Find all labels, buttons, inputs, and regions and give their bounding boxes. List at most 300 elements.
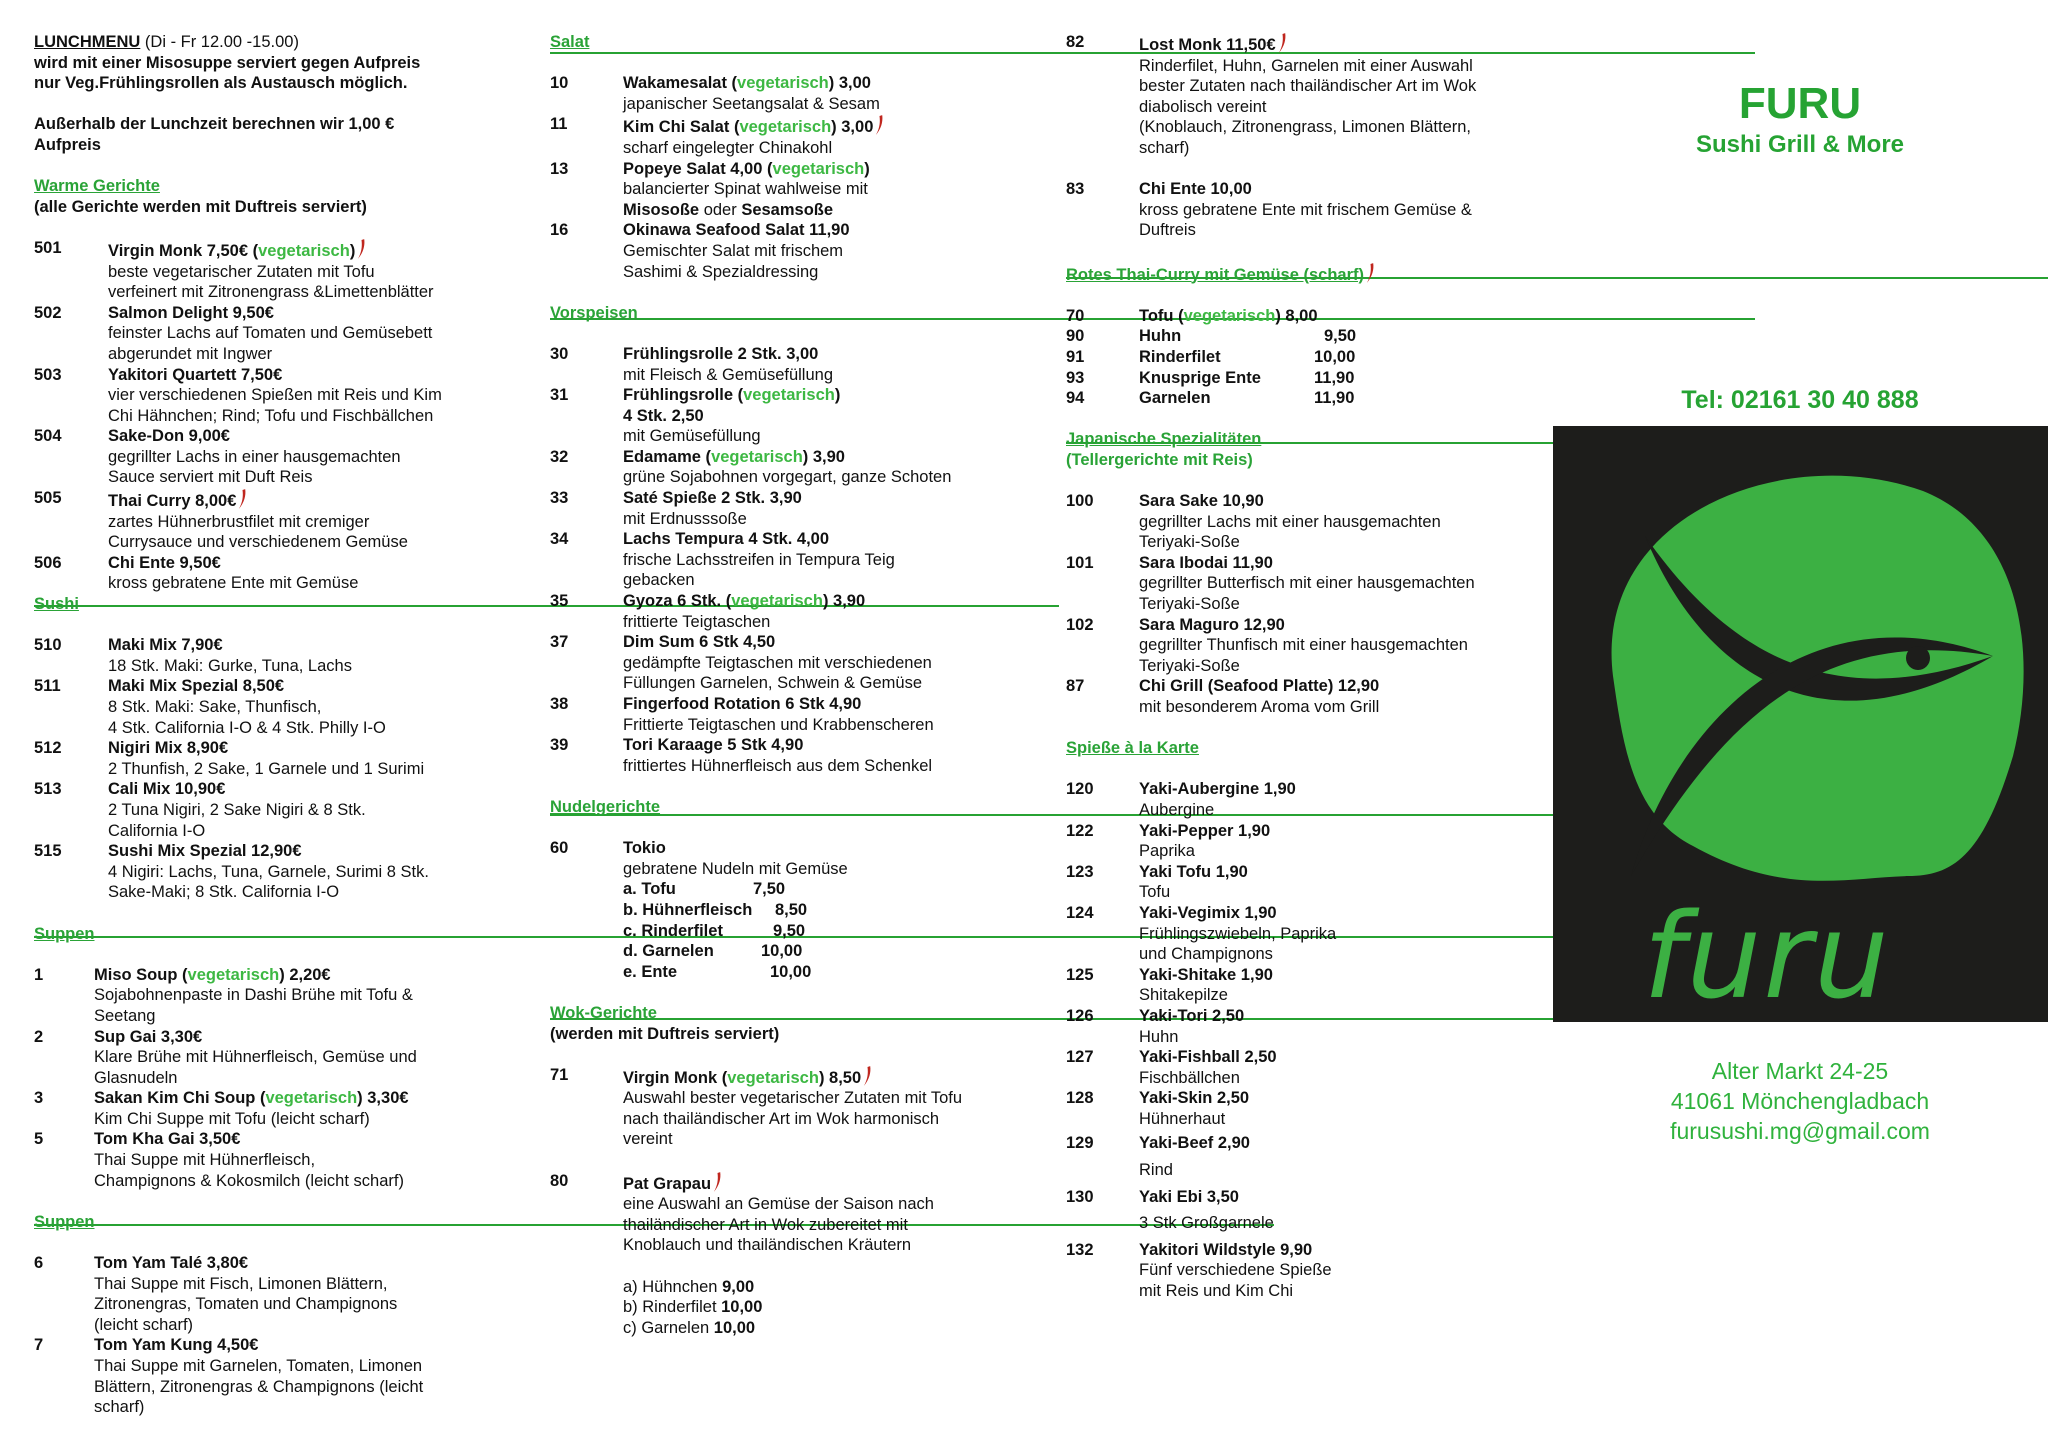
menu-item: 501 Virgin Monk 7,50€ (vegetarisch) beste vegetarischer Zutaten mit Tofu verfeinert mit Zitronengrass &Limettenblätter [34, 238, 504, 303]
item-title: Chi Ente 10,00 [1139, 180, 1252, 199]
item-description: gegrillter Lachs mit einer hausgemachten [1139, 512, 1441, 531]
option-price: 10,00 [713, 1318, 756, 1337]
item-title: Saté Spieße 2 Stk. 3,90 [623, 489, 802, 508]
item-description: Sake-Maki; 8 Stk. California I-O [108, 883, 340, 902]
item-title: Sara Sake 10,90 [1139, 492, 1264, 511]
item-description: California I-O [108, 821, 206, 840]
item-number: 13 [550, 159, 569, 178]
item-title: Yakitori Wildstyle 9,90 [1139, 1240, 1313, 1259]
item-title: Yaki Ebi 3,50 [1139, 1187, 1239, 1206]
option-name: c) Garnelen [623, 1318, 714, 1337]
menu-item [550, 735, 1030, 776]
section-heading-text: Rotes Thai-Curry mit Gemüse (scharf) [1066, 265, 1364, 284]
item-description: gebacken [623, 571, 695, 590]
item-description: Rind [1139, 1161, 1173, 1180]
item-title: Tom Yam Kung 4,50€ [94, 1336, 259, 1355]
item-title: Huhn [1139, 327, 1182, 346]
menu-item [34, 676, 504, 738]
item-description: Hühnerhaut [1139, 1109, 1226, 1128]
item-number: 102 [1066, 615, 1094, 634]
item-title: Frühlingsrolle [623, 386, 734, 405]
curry-row [1066, 326, 1546, 347]
item-title: Lachs Tempura 4 Stk. 4,00 [623, 530, 830, 549]
item-description: Seetang [94, 1006, 156, 1025]
item-description: Duftreis [1139, 221, 1196, 240]
item-title: Sara Ibodai 11,90 [1139, 553, 1273, 572]
item-description: gedämpfte Teigtaschen mit verschiedenen [623, 653, 932, 672]
item-description: vereint [623, 1130, 673, 1149]
email-link[interactable]: furusushi.mg@gmail.com [1670, 1118, 1930, 1144]
section-heading-suppen: Suppen [34, 924, 95, 943]
menu-item [550, 488, 1030, 529]
item-description: mit Erdnusssoße [623, 509, 747, 528]
item-title: Popeye Salat 4,00 [623, 159, 763, 178]
lunch-heading: LUNCHMENU [34, 33, 141, 51]
menu-item [34, 303, 504, 365]
item-number: 37 [550, 633, 569, 652]
item-title: Chi Grill (Seafood Platte) 12,90 [1139, 677, 1380, 696]
section-heading-curry [1066, 262, 1546, 286]
item-number: 504 [34, 427, 62, 446]
item-description: Sauce serviert mit Duft Reis [108, 468, 313, 487]
menu-item: 11 Kim Chi Salat (vegetarisch) 3,00 scharf eingelegter Chinakohl [550, 114, 1030, 158]
item-number: 71 [550, 1065, 569, 1084]
item-description: eine Auswahl an Gemüse der Saison nach [623, 1195, 934, 1214]
menu-item [34, 553, 504, 594]
item-description: Huhn [1139, 1027, 1179, 1046]
menu-item [34, 1027, 504, 1089]
item-number: 506 [34, 553, 62, 572]
chili-pepper-icon [1366, 262, 1375, 284]
item-description: gegrillter Lachs in einer hausgemachten [108, 447, 401, 466]
menu-item [1066, 1047, 1546, 1088]
item-price: 2,20€ [284, 965, 331, 984]
item-description: japanischer Seetangsalat & Sesam [623, 94, 880, 113]
phone-number[interactable]: Tel: 02161 30 40 888 [1681, 386, 1919, 414]
item-description: scharf eingelegter Chinakohl [623, 138, 833, 157]
item-number: 33 [550, 489, 569, 508]
lunch-surcharge: Außerhalb der Lunchzeit berechnen wir 1,00 € [34, 115, 395, 134]
item-number: 1 [34, 965, 44, 984]
item-title: Sushi Mix Spezial 12,90€ [108, 842, 302, 861]
brand-name: FURU [1738, 79, 1862, 128]
veg-label: vegetarisch [731, 592, 823, 611]
item-title: Yaki-Pepper 1,90 [1139, 821, 1271, 840]
menu-item [1066, 1133, 1546, 1180]
address-city: 41061 Mönchengladbach [1670, 1088, 1930, 1114]
item-description: Champignons & Kokosmilch (leicht scharf) [94, 1171, 404, 1190]
item-number: 122 [1066, 821, 1094, 840]
item-number: 80 [550, 1171, 569, 1190]
item-price: 3,90 [828, 592, 866, 611]
item-description: 4 Stk. California I-O & 4 Stk. Philly I-O [108, 718, 386, 737]
option-name: a. Tofu [623, 880, 676, 899]
item-description: Tofu [1139, 883, 1171, 902]
item-description: Auswahl bester vegetarischer Zutaten mit Tofu [623, 1089, 963, 1108]
item-description: Sojabohnenpaste in Dashi Brühe mit Tofu & [94, 986, 413, 1005]
item-description: frische Lachsstreifen in Tempura Teig [623, 550, 895, 569]
item-number: 2 [34, 1027, 44, 1046]
option-price: 10,00 [770, 962, 812, 981]
item-description: 4 Nigiri: Lachs, Tuna, Garnele, Surimi 8 Stk. [108, 862, 429, 881]
menu-item [550, 838, 1030, 982]
item-description: frittierte Teigtaschen [623, 612, 771, 631]
section-heading-spiesse: Spieße à la Karte [1066, 739, 1199, 758]
menu-item [1066, 1240, 1546, 1302]
item-description: Frittierte Teigtaschen und Krabbenscheren [623, 715, 934, 734]
option-price: 10,00 [761, 942, 803, 961]
item-title: Tokio [623, 839, 666, 858]
menu-item [34, 1335, 504, 1417]
item-price: 3,00 [836, 118, 874, 137]
item-number: 126 [1066, 1006, 1094, 1025]
item-description: Blättern, Zitronengras & Champignons (leicht [94, 1377, 424, 1396]
item-price: 3,30€ [362, 1089, 409, 1108]
item-title: Gyoza 6 Stk. [623, 592, 722, 611]
section-heading-wok: Wok-Gerichte [550, 1003, 657, 1022]
menu-item [1066, 1006, 1546, 1047]
item-title: Nigiri Mix 8,90€ [108, 739, 229, 758]
item-description: abgerundet mit Ingwer [108, 344, 273, 363]
item-number: 38 [550, 695, 569, 713]
item-title: Yaki-Fishball 2,50 [1139, 1048, 1277, 1067]
item-number: 35 [550, 592, 569, 611]
item-description: Paprika [1139, 842, 1195, 861]
item-description: Kim Chi Suppe mit Tofu (leicht scharf) [94, 1109, 370, 1128]
item-number: 60 [550, 839, 569, 858]
item-price: 8,50 [824, 1068, 862, 1087]
item-number: 11 [550, 115, 568, 134]
menu-item [550, 1171, 1030, 1339]
item-description: 2 Tuna Nigiri, 2 Sake Nigiri & 8 Stk. [108, 800, 366, 819]
section-heading-warm: Warme Gerichte [34, 177, 160, 196]
curry-row [1066, 347, 1546, 368]
item-number: 101 [1066, 553, 1094, 572]
menu-item [34, 365, 504, 427]
item-description: bester Zutaten nach thailändischer Art im Wok [1139, 77, 1477, 96]
item-description: mit Reis und Kim Chi [1139, 1282, 1294, 1301]
item-description: scharf) [1139, 138, 1190, 157]
item-number: 34 [550, 530, 569, 549]
menu-item [1066, 553, 1546, 615]
item-title: Dim Sum 6 Stk 4,50 [623, 633, 776, 652]
item-number: 94 [1066, 389, 1085, 408]
item-title: Virgin Monk 7,50€ [108, 241, 248, 260]
item-description: Fischbällchen [1139, 1068, 1240, 1087]
contact-block [1560, 1056, 2040, 1146]
item-description: gegrillter Thunfisch mit einer hausgemachten [1139, 636, 1468, 655]
menu-item [1066, 903, 1546, 965]
menu-item [550, 220, 1030, 282]
item-description: verfeinert mit Zitronengrass &Limettenblätter [108, 283, 434, 302]
option-row [623, 1318, 1030, 1339]
item-description: frittiertes Hühnerfleisch aus dem Schenkel [623, 756, 933, 775]
menu-item [1066, 821, 1546, 862]
item-description: Frühlingszwiebeln, Paprika [1139, 924, 1337, 943]
section-heading-suppen: Suppen [34, 1212, 95, 1231]
option-price: 9,50 [773, 921, 806, 940]
item-description: feinster Lachs auf Tomaten und Gemüsebett [108, 324, 433, 343]
item-description: mit Gemüsefüllung [623, 427, 761, 446]
item-description: Currysauce und verschiedenem Gemüse [108, 533, 408, 552]
chili-pepper-icon [875, 114, 884, 136]
veg-label: vegetarisch [265, 1089, 358, 1108]
item-number: 129 [1066, 1134, 1094, 1153]
item-number: 82 [1066, 33, 1085, 51]
menu-item [34, 635, 504, 676]
item-description: Gemischter Salat mit frischem [623, 241, 844, 260]
item-description: Thai Suppe mit Fisch, Limonen Blättern, [94, 1274, 388, 1293]
menu-item: 13 Popeye Salat 4,00 (vegetarisch) balancierter Spinat wahlweise mit Misosoße oder Sesamsoße [550, 159, 1030, 221]
item-description: Sashimi & Spezialdressing [623, 262, 819, 281]
item-title: Edamame [623, 447, 701, 466]
item-description: 3 Stk Großgarnele [1139, 1214, 1274, 1233]
veg-label: vegetarisch [743, 386, 835, 405]
item-description: Chi Hähnchen; Rind; Tofu und Fischbällchen [108, 406, 434, 425]
section-heading-salat: Salat [550, 33, 590, 51]
item-number: 503 [34, 365, 62, 384]
veg-label: vegetarisch [727, 1068, 819, 1087]
veg-label: vegetarisch [187, 965, 280, 984]
chili-pepper-icon [357, 238, 366, 260]
menu-item: 35 Gyoza 6 Stk. (vegetarisch) 3,90 frittierte Teigtaschen [550, 591, 1030, 632]
menu-item [1066, 179, 1546, 241]
chili-pepper-icon [1278, 32, 1287, 54]
menu-item [34, 488, 504, 553]
section-heading-vorspeisen: Vorspeisen [550, 303, 638, 322]
item-title: Salmon Delight 9,50€ [108, 303, 274, 322]
option-price: 7,50 [753, 880, 786, 899]
veg-label: vegetarisch [258, 241, 350, 260]
option-price: 8,50 [775, 900, 808, 919]
item-title: Frühlingsrolle 2 Stk. 3,00 [623, 344, 819, 363]
item-number: 501 [34, 238, 62, 257]
menu-column-3 [1066, 32, 1546, 1302]
item-number: 502 [34, 303, 62, 322]
menu-item: 71 Virgin Monk (vegetarisch) 8,50 Auswahl bester vegetarischer Zutaten mit Tofu nach thailändischer Art im Wok harmonisch vereint [550, 1065, 1030, 1150]
menu-item [1066, 32, 1546, 159]
item-number: 120 [1066, 780, 1094, 799]
item-description: Teriyaki-Soße [1139, 595, 1240, 614]
menu-item [1066, 676, 1546, 717]
menu-item [34, 1253, 504, 1335]
item-description: beste vegetarischer Zutaten mit Tofu [108, 262, 375, 281]
option-row [623, 900, 1030, 921]
menu-item [1066, 965, 1546, 1006]
item-title: Yakitori Quartett 7,50€ [108, 365, 283, 384]
item-number: 123 [1066, 862, 1094, 881]
item-number: 100 [1066, 492, 1094, 511]
item-description: grüne Sojabohnen vorgegart, ganze Schoten [623, 468, 952, 487]
sauce-option: Sesamsoße [741, 200, 834, 219]
item-title: Yaki-Vegimix 1,90 [1139, 903, 1277, 922]
item-number: 511 [34, 677, 61, 696]
menu-item [34, 841, 504, 903]
veg-label: vegetarisch [772, 159, 865, 178]
menu-item [34, 426, 504, 488]
item-title: Lost Monk 11,50€ [1139, 36, 1276, 54]
item-price: 3,00 [834, 74, 871, 93]
item-title: Virgin Monk [623, 1068, 718, 1087]
item-number: 124 [1066, 903, 1094, 922]
lunch-surcharge: Aufpreis [34, 135, 101, 154]
item-number: 91 [1066, 347, 1085, 366]
veg-label: vegetarisch [711, 447, 803, 466]
item-description: 18 Stk. Maki: Gurke, Tuna, Lachs [108, 656, 352, 675]
item-description: mit besonderem Aroma vom Grill [1139, 698, 1380, 716]
veg-label: vegetarisch [1183, 306, 1276, 325]
option-price: 10,00 [721, 1298, 763, 1317]
item-title: Sake-Don 9,00€ [108, 427, 230, 446]
menu-item [550, 344, 1030, 385]
veg-label: vegetarisch [737, 74, 829, 93]
item-price: 10,00 [1314, 347, 1356, 366]
fish-logo-icon [1553, 426, 2048, 1025]
item-title: Tom Yam Talé 3,80€ [94, 1254, 249, 1273]
item-title: Tori Karaage 5 Stk 4,90 [623, 736, 804, 755]
menu-item [550, 694, 1030, 735]
address-street: Alter Markt 24-25 [1711, 1058, 1889, 1084]
menu-item: 10 Wakamesalat (vegetarisch) 3,00 japanischer Seetangsalat & Sesam [550, 73, 1030, 114]
lunch-time: (Di - Fr 12.00 -15.00) [140, 33, 299, 51]
option-row [623, 879, 1030, 900]
item-number: 6 [34, 1254, 44, 1273]
item-price: 11,90 [1314, 389, 1355, 408]
item-description: vier verschiedenen Spießen mit Reis und Kim [108, 386, 442, 405]
option-row [623, 1277, 1030, 1298]
item-title: Tofu [1139, 306, 1174, 325]
item-title: Maki Mix 7,90€ [108, 636, 223, 655]
logo-wordmark: furu [1643, 887, 1891, 1025]
item-number: 132 [1066, 1240, 1094, 1259]
item-number: 127 [1066, 1048, 1094, 1067]
item-title: Sakan Kim Chi Soup [94, 1089, 256, 1108]
item-portion: 4 Stk. 2,50 [623, 406, 704, 425]
section-heading-sushi: Sushi [34, 595, 79, 614]
lunch-note: nur Veg.Frühlingsrollen als Austausch möglich. [34, 74, 408, 93]
menu-item [1066, 862, 1546, 903]
item-description: Shitakepilze [1139, 986, 1228, 1005]
item-description: mit Fleisch & Gemüsefüllung [623, 365, 833, 384]
chili-pepper-icon [863, 1065, 872, 1087]
option-name: a) Hühnchen [623, 1277, 723, 1296]
brand-header [1560, 78, 2040, 160]
item-number: 505 [34, 489, 62, 508]
section-note: (alle Gerichte werden mit Duftreis serviert) [34, 197, 367, 216]
option-row [623, 962, 1030, 983]
section-subheading: (Tellergerichte mit Reis) [1066, 450, 1253, 469]
item-title: Sup Gai 3,30€ [94, 1027, 203, 1046]
menu-item [550, 632, 1030, 694]
item-number: 125 [1066, 965, 1094, 984]
menu-item: 31 Frühlingsrolle (vegetarisch) 4 Stk. 2,50 mit Gemüsefüllung [550, 385, 1030, 447]
item-title: Miso Soup [94, 965, 178, 984]
item-description: Füllungen Garnelen, Schwein & Gemüse [623, 674, 922, 693]
sauce-option: Misosoße [623, 200, 700, 219]
item-number: 31 [550, 386, 569, 405]
item-title: Cali Mix 10,90€ [108, 780, 226, 799]
item-price: 3,90 [808, 447, 845, 466]
option-name: b) Rinderfilet [623, 1298, 722, 1317]
item-number: 93 [1066, 368, 1085, 387]
item-description: diabolisch vereint [1139, 97, 1267, 116]
item-description: scharf) [94, 1398, 145, 1417]
item-number: 512 [34, 739, 62, 758]
item-description: Fünf verschiedene Spieße [1139, 1261, 1332, 1280]
option-row [623, 921, 1030, 942]
option-row [623, 941, 1030, 962]
chili-pepper-icon [713, 1171, 722, 1193]
sauce-connector: oder [699, 200, 742, 219]
menu-item [1066, 615, 1546, 677]
item-number: 10 [550, 74, 569, 93]
item-number: 3 [34, 1089, 44, 1108]
item-description: Glasnudeln [94, 1068, 178, 1087]
option-name: e. Ente [623, 962, 678, 981]
option-name: b. Hühnerfleisch [623, 900, 753, 919]
item-description: Zitronengras, Tomaten und Champignons [94, 1295, 398, 1314]
chili-pepper-icon [238, 488, 247, 510]
item-number: 510 [34, 636, 62, 655]
item-price: 8,00 [1285, 306, 1318, 325]
item-title: Garnelen [1139, 389, 1211, 408]
item-description: kross gebratene Ente mit Gemüse [108, 574, 359, 593]
menu-item [1066, 779, 1546, 820]
item-title: Okinawa Seafood Salat 11,90 [623, 221, 850, 240]
item-number: 515 [34, 842, 62, 861]
item-number: 16 [550, 221, 569, 240]
item-description: 8 Stk. Maki: Sake, Thunfisch, [108, 698, 322, 716]
item-description: zartes Hühnerbrustfilet mit cremiger [108, 512, 370, 531]
item-number: 128 [1066, 1089, 1094, 1108]
item-number: 513 [34, 780, 62, 799]
item-title: Rinderfilet [1139, 347, 1221, 366]
item-title: Thai Curry 8,00€ [108, 492, 237, 511]
menu-item [550, 529, 1030, 591]
item-description: Knoblauch und thailändischen Kräutern [623, 1236, 912, 1255]
item-description: Klare Brühe mit Hühnerfleisch, Gemüse und [94, 1048, 417, 1067]
curry-row [1066, 388, 1546, 409]
veg-label: vegetarisch [739, 118, 832, 137]
item-title: Yaki-Shitake 1,90 [1139, 965, 1273, 984]
curry-row: 70 Tofu (vegetarisch) 8,00 [1066, 306, 1318, 325]
item-number: 32 [550, 447, 569, 466]
brand-tagline: Sushi Grill & More [1695, 131, 1905, 158]
menu-item [1066, 1088, 1546, 1129]
item-description: und Champignons [1139, 945, 1273, 964]
section-heading-japan: Japanische Spezialitäten [1066, 430, 1262, 449]
item-description: Teriyaki-Soße [1139, 656, 1240, 675]
menu-column-1 [34, 32, 504, 1418]
menu-item: 32 Edamame (vegetarisch) 3,90 grüne Sojabohnen vorgegart, ganze Schoten [550, 447, 1030, 488]
item-price: 11,90 [1314, 368, 1355, 387]
curry-row [1066, 368, 1546, 389]
item-description: 2 Thunfish, 2 Sake, 1 Garnele und 1 Surimi [108, 759, 425, 778]
item-description: (leicht scharf) [94, 1315, 194, 1334]
menu-item [34, 738, 504, 779]
item-title: Yaki-Aubergine 1,90 [1139, 780, 1296, 799]
item-description: gebratene Nudeln mit Gemüse [623, 859, 848, 878]
item-number: 5 [34, 1130, 44, 1149]
item-number: 90 [1066, 327, 1085, 346]
item-description: nach thailändischer Art im Wok harmonisch [623, 1109, 940, 1128]
item-title: Pat Grapau [623, 1174, 712, 1193]
item-title: Wakamesalat [623, 74, 727, 93]
menu-item: 1 Miso Soup (vegetarisch) 2,20€ Sojabohnenpaste in Dashi Brühe mit Tofu & Seetang [34, 965, 504, 1027]
item-title: Yaki-Skin 2,50 [1139, 1089, 1250, 1108]
item-description: kross gebratene Ente mit frischem Gemüse & [1139, 200, 1472, 219]
item-title: Tom Kha Gai 3,50€ [94, 1130, 241, 1149]
